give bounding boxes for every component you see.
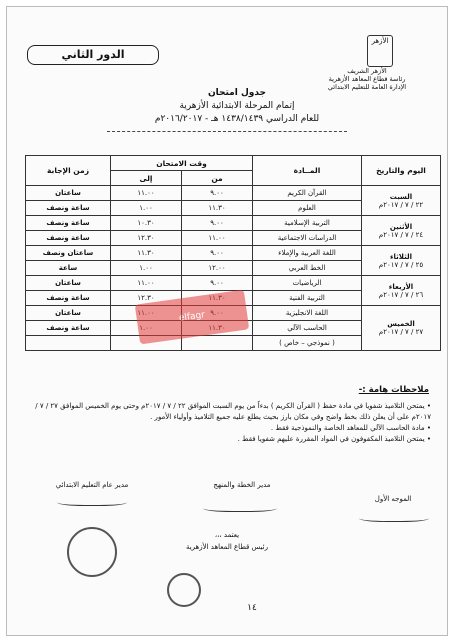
from-cell: ٩.٠٠	[182, 246, 253, 261]
from-cell: ٩.٠٠	[182, 216, 253, 231]
duration-cell: ساعتان	[26, 186, 111, 201]
signature-planning	[187, 481, 297, 489]
to-cell: ١.٠٠	[111, 201, 182, 216]
title-line-3: للعام الدراسي ١٤٣٨/١٤٣٩ هـ - ٢٠١٦/٢٠١٧م	[154, 114, 320, 124]
day-name: الخميس	[387, 320, 415, 328]
to-cell: ١٠.٣٠	[111, 216, 182, 231]
from-cell: ٩.٠٠	[182, 186, 253, 201]
org-line-3: الإدارة العامة للتعليم الابتدائي	[327, 83, 407, 91]
signature-title: رئيس قطاع المعاهد الأزهرية	[185, 543, 268, 551]
handwritten-signature	[359, 513, 429, 522]
header-duration: زمن الإجابة	[26, 156, 111, 186]
note-text: يمتحن التلاميذ المكفوفون في المواد المقررة عليهم شفويا فقط .	[237, 435, 425, 443]
day-name: الأثنين	[389, 222, 413, 231]
duration-cell: ساعة ونصف	[26, 321, 111, 336]
header-subject: المــادة	[253, 156, 362, 186]
table-row	[26, 216, 441, 231]
signature-general-director	[27, 481, 157, 489]
subject-cell: التربية الفنية	[253, 291, 362, 306]
subject-cell: التربية الإسلامية	[253, 216, 362, 231]
day-name: الثلاثاء	[389, 252, 413, 261]
notes-list	[31, 401, 431, 445]
from-cell: ١١.٠٠	[182, 231, 253, 246]
header-from: من	[182, 171, 253, 186]
signature-first-mentor	[353, 495, 433, 503]
duration-cell: ساعتان	[26, 276, 111, 291]
to-cell: ١١.٠٠	[111, 276, 182, 291]
to-cell: ١٢.٣٠	[111, 291, 182, 306]
header-day-date: اليوم والتاريخ	[362, 156, 441, 186]
org-line-1: الأزهر الشريف	[347, 67, 387, 75]
to-cell: ١١.٠٠	[111, 186, 182, 201]
duration-cell: ساعتان ونصف	[26, 246, 111, 261]
header-to: إلى	[111, 171, 182, 186]
note-item: • يمتحن التلاميذ المكفوفون في المواد المقررة عليهم شفويا فقط .	[237, 435, 431, 443]
day-name: الأربعاء	[388, 282, 414, 291]
day-date-cell	[362, 186, 441, 216]
day-date-cell	[362, 246, 441, 276]
azhar-logo-icon	[367, 35, 393, 67]
duration-cell: ساعة ونصف	[26, 201, 111, 216]
subject-cell: الخط العربي	[253, 261, 362, 276]
day-date-cell	[362, 306, 441, 351]
to-cell: ١٢.٣٠	[111, 231, 182, 246]
logo-text: الأزهر	[371, 37, 389, 45]
approval-label: يعتمد ،،،	[214, 531, 240, 539]
signature-title: مدير الخطة والمنهج	[213, 481, 271, 489]
exam-date: ٢٥ / ٧ / ٢٠١٧م	[378, 260, 424, 269]
org-line-2: رئاسة قطاع المعاهد الأزهرية	[328, 75, 406, 83]
signature-title: الموجه الأول	[374, 495, 412, 503]
day-date-cell	[362, 276, 441, 306]
page-number: ١٤	[247, 603, 257, 613]
title-line-1: جدول امتحان	[207, 88, 267, 98]
subject-cell: الرياضيات	[253, 276, 362, 291]
exam-date: ٢٢ / ٧ / ٢٠١٧م	[378, 200, 424, 209]
exam-date: ٢٦ / ٧ / ٢٠١٧م	[378, 290, 424, 299]
to-cell: ١.٠٠	[111, 261, 182, 276]
to-cell: ١١.٣٠	[111, 246, 182, 261]
subject-cell: اللغة العربية والإملاء	[253, 246, 362, 261]
from-cell	[182, 336, 253, 351]
divider	[107, 131, 347, 132]
exam-date: ٢٧ / ٧ / ٢٠١٧م	[378, 328, 424, 336]
subject-cell: القرآن الكريم	[253, 186, 362, 201]
official-seal-icon	[167, 573, 201, 607]
signature-title: مدير عام التعليم الابتدائي	[55, 481, 129, 489]
official-stamp-icon	[67, 527, 117, 577]
note-item: • مادة الحاسب الآلي للمعاهد الخاصة والنموذجية فقط .	[270, 424, 431, 432]
duration-cell: ساعة ونصف	[26, 291, 111, 306]
subject-cell: العلوم	[253, 201, 362, 216]
note-text: مادة الحاسب الآلي للمعاهد الخاصة والنموذجية فقط .	[270, 424, 425, 432]
day-date-cell	[362, 216, 441, 246]
handwritten-signature	[203, 503, 277, 512]
day-name: السبت	[389, 192, 413, 201]
duration-cell: ساعتان	[26, 306, 111, 321]
note-text: يمتحن التلاميذ شفويا في مادة حفظ ( القرآن الكريم ) بدءاً من يوم السبت الموافق ٢٢ / ٧ / ٢٠١٧م وحتى يوم الخميس الموافق ٢٧ / ٧ / ٢٠١٧م على أن يعلن ذلك بخط واضح وفي مكان بارز بحيث يطلع عليه جميع التلاميذ وأولياء الأمور .	[35, 402, 431, 421]
document-page	[6, 6, 448, 636]
table-row	[26, 246, 441, 261]
from-cell: ١١.٣٠	[182, 201, 253, 216]
subject-cell: الحاسب الآلي	[253, 321, 362, 336]
note-item: • يمتحن التلاميذ شفويا في مادة حفظ ( القرآن الكريم ) بدءاً من يوم السبت الموافق ٢٢ / ٧ / ٢٠١٧م وحتى يوم الخميس الموافق ٢٧ / ٧ / ٢٠١٧م على أن يعلن ذلك بخط واضح وفي مكان بارز بحيث يطلع عليه جميع التلاميذ وأولياء الأمور .	[35, 402, 431, 421]
notes-title: ملاحظات هامة :-	[358, 385, 429, 395]
document-title	[117, 87, 357, 126]
subject-cell: ( نموذجي – خاص )	[253, 336, 362, 351]
from-cell: ١٢.٠٠	[182, 261, 253, 276]
subject-cell: اللغة الانجليزية	[253, 306, 362, 321]
title-line-2: إتمام المرحلة الابتدائية الأزهرية	[179, 101, 295, 111]
exam-date: ٢٤ / ٧ / ٢٠١٧م	[378, 230, 424, 239]
subject-cell: الدراسات الاجتماعية	[253, 231, 362, 246]
table-row	[26, 186, 441, 201]
handwritten-signature	[57, 497, 127, 506]
table-row	[26, 276, 441, 291]
header-exam-time: وقت الامتحان	[111, 156, 253, 171]
duration-cell: ساعة ونصف	[26, 216, 111, 231]
watermark-text: elfagr	[178, 310, 206, 324]
duration-cell: ساعة ونصف	[26, 231, 111, 246]
exam-round-label: الدور الثاني	[27, 45, 159, 65]
duration-cell: ساعة	[26, 261, 111, 276]
from-cell: ٩.٠٠	[182, 276, 253, 291]
signature-approval	[157, 531, 297, 551]
duration-cell	[26, 336, 111, 351]
